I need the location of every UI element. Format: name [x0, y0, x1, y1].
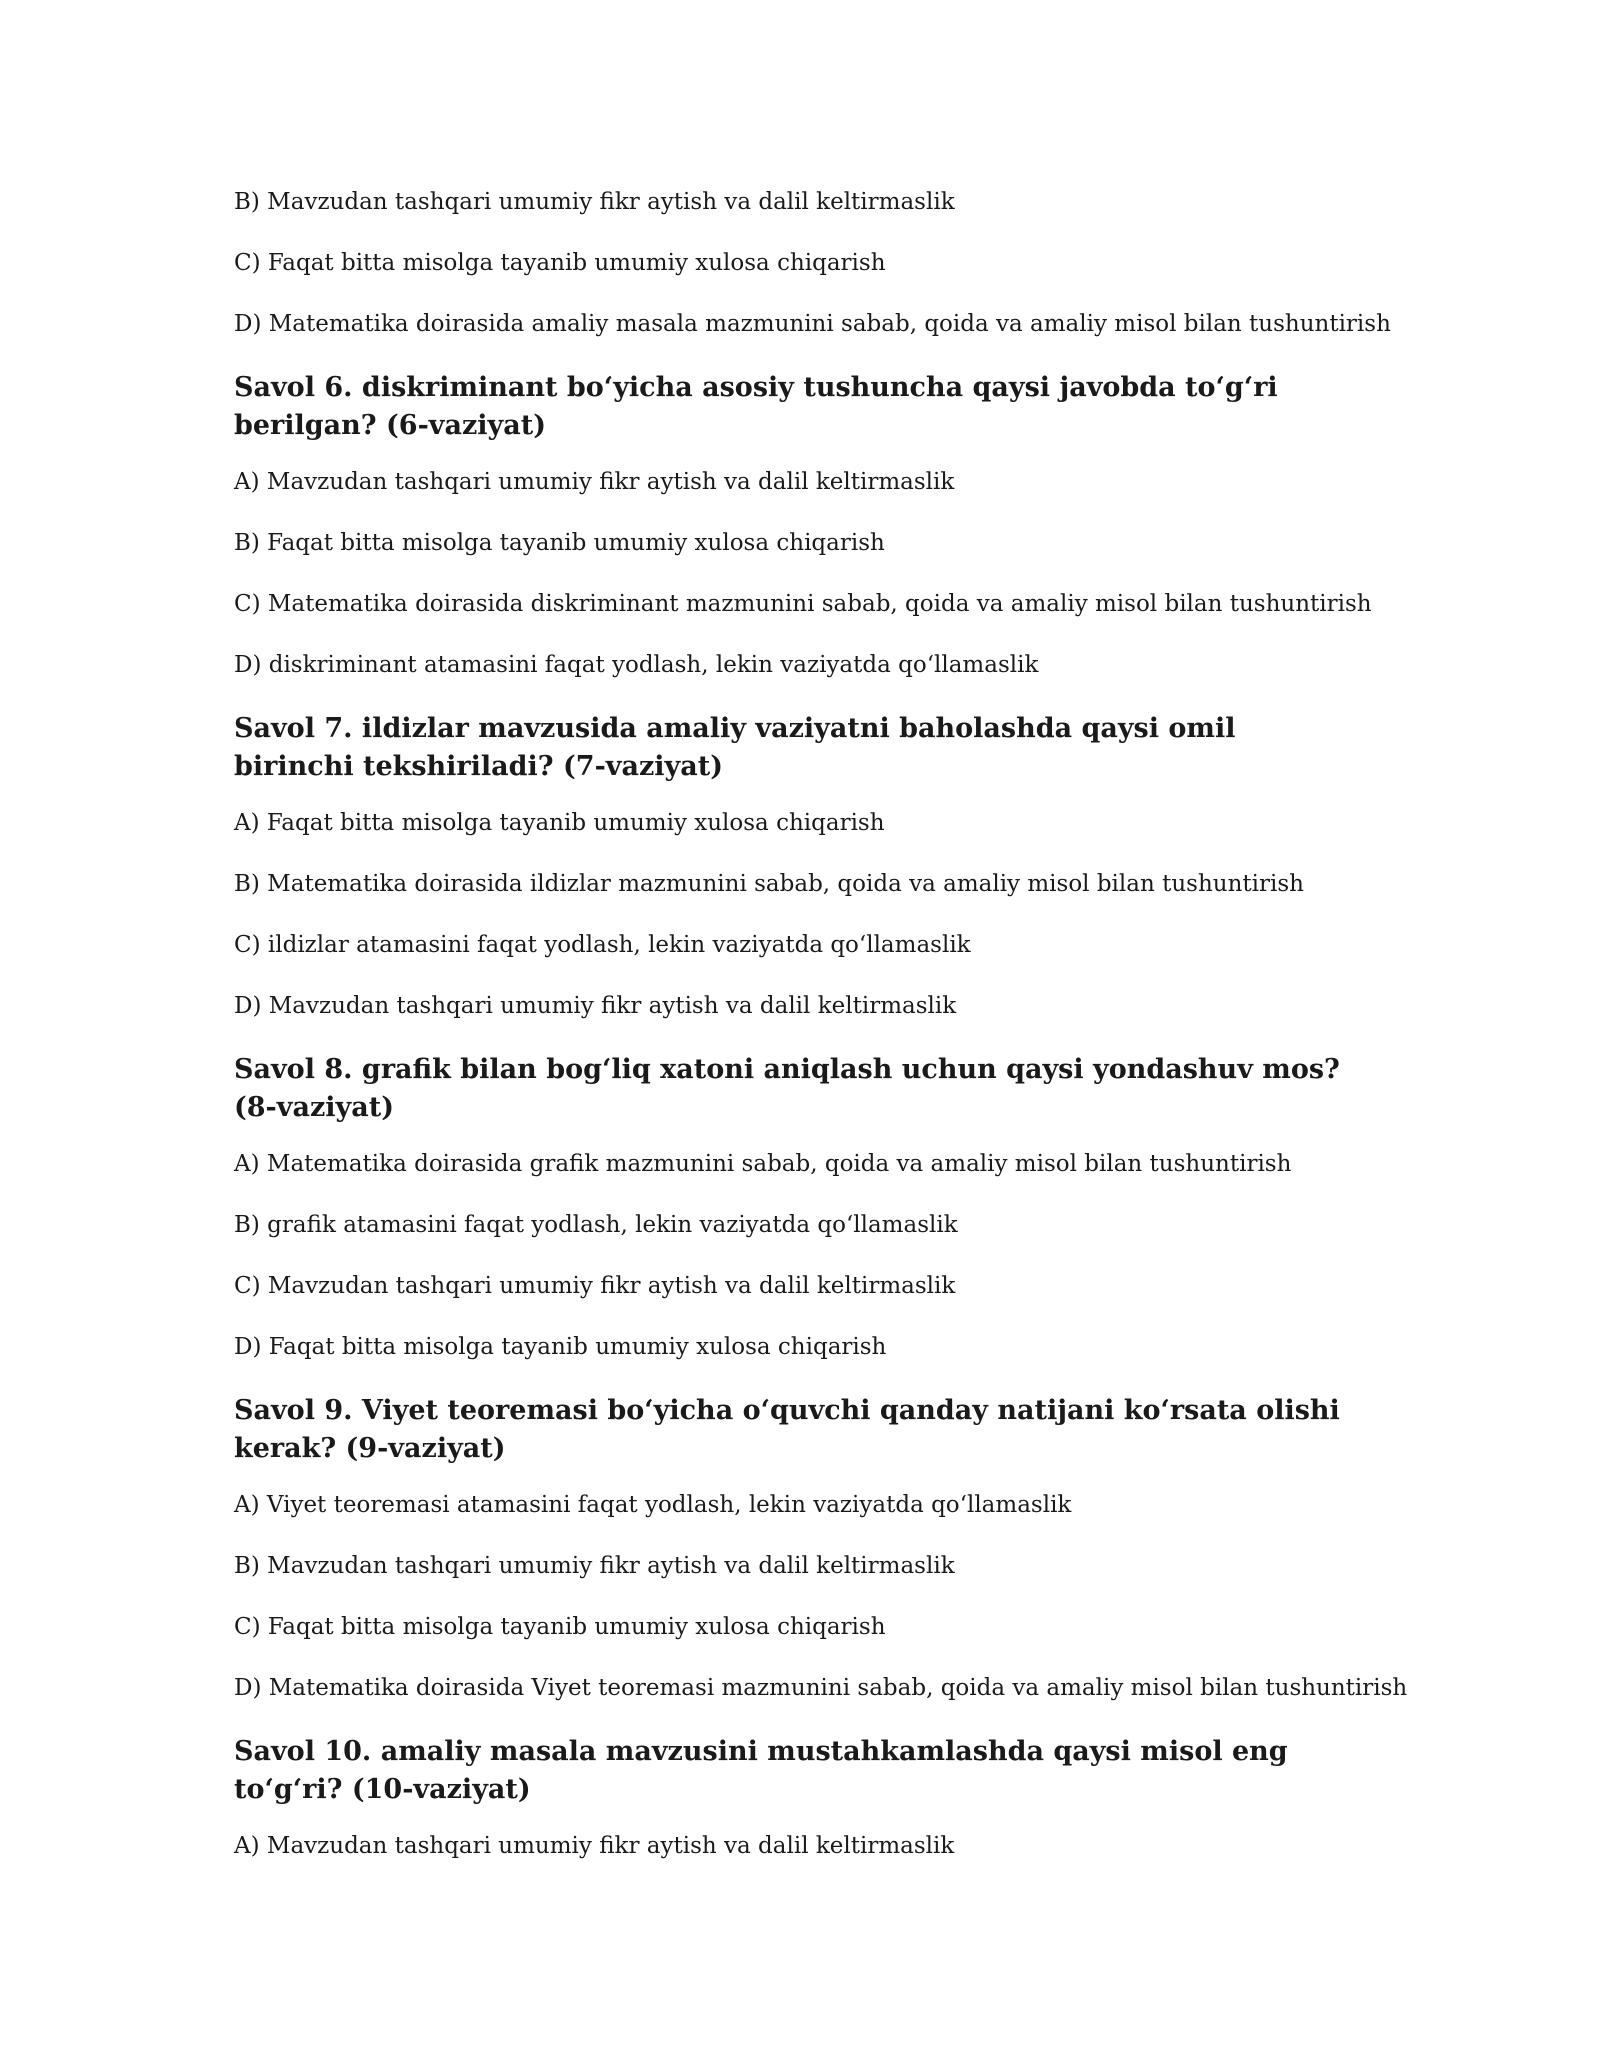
question-heading: Savol 10. amaliy masala mavzusini mustahkamlashda qaysi misol eng to‘g‘ri? (10-vaziyat) — [234, 1736, 1288, 1805]
answer-option: B) Mavzudan tashqari umumiy fikr aytish va dalil keltirmaslik — [234, 189, 955, 215]
question-heading: Savol 6. diskriminant bo‘yicha asosiy tushuncha qaysi javobda to‘g‘ri berilgan? (6-vaziyat) — [234, 372, 1278, 441]
answer-option: D) Matematika doirasida Viyet teoremasi mazmunini sabab, qoida va amaliy misol bilan tushuntirish — [234, 1675, 1408, 1701]
answer-option: A) Faqat bitta misolga tayanib umumiy xulosa chiqarish — [234, 810, 885, 836]
document-content — [234, 186, 1408, 1891]
answer-option: C) ildizlar atamasini faqat yodlash, lekin vaziyatda qo‘llamaslik — [234, 932, 971, 958]
answer-option: D) Mavzudan tashqari umumiy fikr aytish va dalil keltirmaslik — [234, 993, 957, 1019]
answer-option: C) Matematika doirasida diskriminant mazmunini sabab, qoida va amaliy misol bilan tushuntirish — [234, 591, 1372, 617]
answer-option: A) Viyet teoremasi atamasini faqat yodlash, lekin vaziyatda qo‘llamaslik — [234, 1492, 1072, 1518]
answer-option: A) Mavzudan tashqari umumiy fikr aytish va dalil keltirmaslik — [234, 469, 955, 495]
answer-option: C) Faqat bitta misolga tayanib umumiy xulosa chiqarish — [234, 1614, 886, 1640]
answer-option: B) Mavzudan tashqari umumiy fikr aytish va dalil keltirmaslik — [234, 1553, 955, 1579]
answer-option: B) grafik atamasini faqat yodlash, lekin vaziyatda qo‘llamaslik — [234, 1212, 958, 1238]
answer-option: D) diskriminant atamasini faqat yodlash, lekin vaziyatda qo‘llamaslik — [234, 652, 1039, 678]
question-heading: Savol 8. grafik bilan bog‘liq xatoni aniqlash uchun qaysi yondashuv mos? (8-vaziyat) — [234, 1054, 1340, 1123]
answer-option: A) Matematika doirasida grafik mazmunini sabab, qoida va amaliy misol bilan tushuntirish — [234, 1151, 1292, 1177]
question-heading: Savol 7. ildizlar mavzusida amaliy vaziyatni baholashda qaysi omil birinchi tekshiriladi? (7-vaziyat) — [234, 713, 1236, 782]
answer-option: C) Faqat bitta misolga tayanib umumiy xulosa chiqarish — [234, 250, 886, 276]
answer-option: B) Faqat bitta misolga tayanib umumiy xulosa chiqarish — [234, 530, 885, 556]
answer-option: C) Mavzudan tashqari umumiy fikr aytish va dalil keltirmaslik — [234, 1273, 956, 1299]
question-heading: Savol 9. Viyet teoremasi bo‘yicha o‘quvchi qanday natijani ko‘rsata olishi kerak? (9-vaziyat) — [234, 1395, 1340, 1464]
answer-option: D) Faqat bitta misolga tayanib umumiy xulosa chiqarish — [234, 1334, 887, 1360]
answer-option: A) Mavzudan tashqari umumiy fikr aytish va dalil keltirmaslik — [234, 1833, 955, 1859]
answer-option: D) Matematika doirasida amaliy masala mazmunini sabab, qoida va amaliy misol bilan tushuntirish — [234, 311, 1391, 337]
answer-option: B) Matematika doirasida ildizlar mazmunini sabab, qoida va amaliy misol bilan tushuntirish — [234, 871, 1304, 897]
